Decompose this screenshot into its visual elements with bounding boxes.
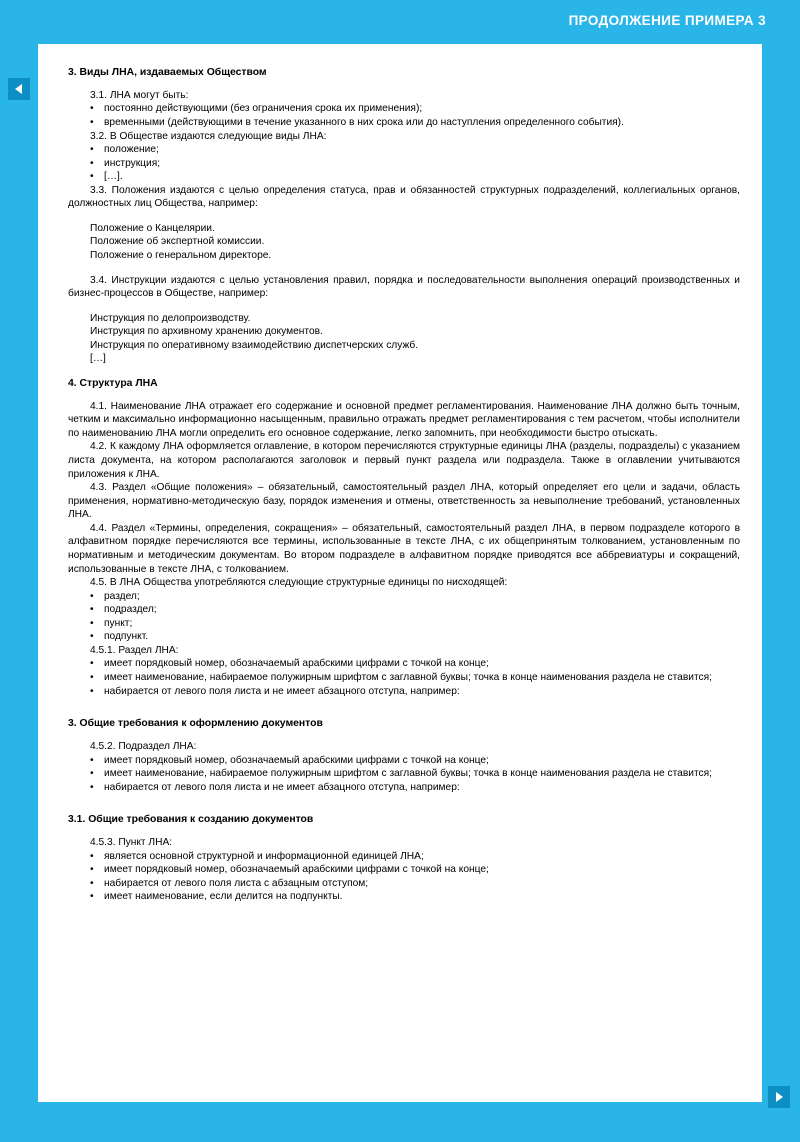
list-item: • положение; [68,143,740,157]
paragraph-4-5-3: 4.5.3. Пункт ЛНА: [90,837,173,849]
paragraph-3-2: 3.2. В Обществе издаются следующие виды ЛНА: [90,130,327,142]
section-heading-common-format: 3. Общие требования к оформлению документов [68,718,323,730]
example-polozhenie-1: Положение о Канцелярии. [90,222,215,234]
list-item: • имеет порядковый номер, обозначаемый арабскими цифрами с точкой на конце; [68,863,740,877]
list-item: • набирается от левого поля листа и не имеет абзацного отступа, например: [68,781,740,795]
list-item: • […]. [68,170,740,184]
list-item: • имеет порядковый номер, обозначаемый арабскими цифрами с точкой на конце; [68,754,740,768]
list-4-5 [68,590,740,644]
document-body [68,66,740,904]
list-4-5-1 [68,657,740,698]
example-polozhenie-3: Положение о генеральном директоре. [90,250,272,262]
paragraph-4-4: 4.4. Раздел «Термины, определения, сокращения» – обязательный, самостоятельный раздел ЛНА, в первом подразделе которого в алфавитном порядке перечисляются все термины, использованные в тексте ЛНА, с их общепринятым толкованием, установленным по нормативным и методическим документам. Во втором подразделе в алфавитном порядке приводятся все аббревиатуры и сокращений, использованные в тексте ЛНА, с толкованием. [68,522,740,575]
example-instrukciya-1: Инструкция по делопроизводству. [90,312,251,324]
page-header [0,0,800,44]
list-item: • раздел; [68,590,740,604]
paragraph-4-5: 4.5. В ЛНА Общества употребляются следующие структурные единицы по нисходящей: [90,577,508,589]
list-item: • пункт; [68,617,740,631]
paragraph-3-3: 3.3. Положения издаются с целью определения статуса, прав и обязанностей структурных подразделений, коллегиальных органов, должностных лиц Общества, например: [68,184,740,210]
list-item: • набирается от левого поля листа и не имеет абзацного отступа, например: [68,685,740,699]
example-instrukciya-2: Инструкция по архивному хранению документов. [90,326,323,338]
paragraph-4-5-1: 4.5.1. Раздел ЛНА: [90,644,179,656]
list-item: • набирается от левого поля листа с абзацным отступом; [68,877,740,891]
list-item: • имеет наименование, набираемое полужирным шрифтом с заглавной буквы; точка в конце наименования раздела не ставится; [68,767,740,781]
list-4-5-2 [68,754,740,795]
paragraph-3-1: 3.1. ЛНА могут быть: [90,89,189,101]
paragraph-4-5-2: 4.5.2. Подраздел ЛНА: [90,740,197,752]
section-heading-common-create: 3.1. Общие требования к созданию документов [68,814,314,826]
page-title: ПРОДОЛЖЕНИЕ ПРИМЕРА 3 [568,13,766,28]
example-instrukciya-3: Инструкция по оперативному взаимодействию диспетчерских служб. [90,339,419,351]
list-item: • подпункт. [68,630,740,644]
list-item: • временными (действующими в течение указанного в них срока или до наступления определенного события). [68,116,740,130]
list-item: • подраздел; [68,603,740,617]
list-4-5-3 [68,850,740,904]
section-heading-4: 4. Структура ЛНА [68,377,158,389]
paragraph-4-2: 4.2. К каждому ЛНА оформляется оглавление, в котором перечисляются структурные единицы ЛНА (разделы, подразделы) с указанием листа документа, на котором располагаются заголовок и первый пункт раздела или подраздела. Также в оглавлении учитываются приложения к ЛНА. [68,441,740,480]
list-item: • инструкция; [68,157,740,171]
list-item: • имеет наименование, набираемое полужирным шрифтом с заглавной буквы; точка в конце наименования раздела не ставится; [68,671,740,685]
next-page-button[interactable] [768,1086,790,1108]
section-heading-3: 3. Виды ЛНА, издаваемых Обществом [68,67,267,78]
document-sheet [38,44,762,1102]
list-item: • постоянно действующими (без ограничения срока их применения); [68,102,740,116]
paragraph-4-1: 4.1. Наименование ЛНА отражает его содержание и основной предмет регламентирования. Наименование ЛНА должно быть точным, четким и максимально информационно насыщенным, правильно отражать предмет регламентирования с тем расчетом, чтобы исполнители по наименованию ЛНА могли определить его основное содержание, легко запомнить, при необходимости быстро отыскать. [68,400,740,439]
list-3-2 [68,143,740,184]
paragraph-4-3: 4.3. Раздел «Общие положения» – обязательный, самостоятельный раздел ЛНА, который определяет его цели и задачи, область применения, нормативно-методическую базу, порядок изменения и отмены, ответственность за невыполнение требований, установленных ЛНА. [68,482,740,521]
paragraph-3-4: 3.4. Инструкции издаются с целью установления правил, порядка и последовательности выполнения операций производственных и бизнес-процессов в Обществе, например: [68,274,740,300]
example-instrukciya-ellipsis: […] [90,353,106,365]
list-item: • имеет наименование, если делится на подпункты. [68,890,740,904]
prev-page-button[interactable] [8,78,30,100]
list-3-1 [68,102,740,129]
triangle-left-icon [14,83,24,95]
triangle-right-icon [774,1091,784,1103]
example-polozhenie-2: Положение об экспертной комиссии. [90,236,265,248]
list-item: • имеет порядковый номер, обозначаемый арабскими цифрами с точкой на конце; [68,657,740,671]
list-item: • является основной структурной и информационной единицей ЛНА; [68,850,740,864]
